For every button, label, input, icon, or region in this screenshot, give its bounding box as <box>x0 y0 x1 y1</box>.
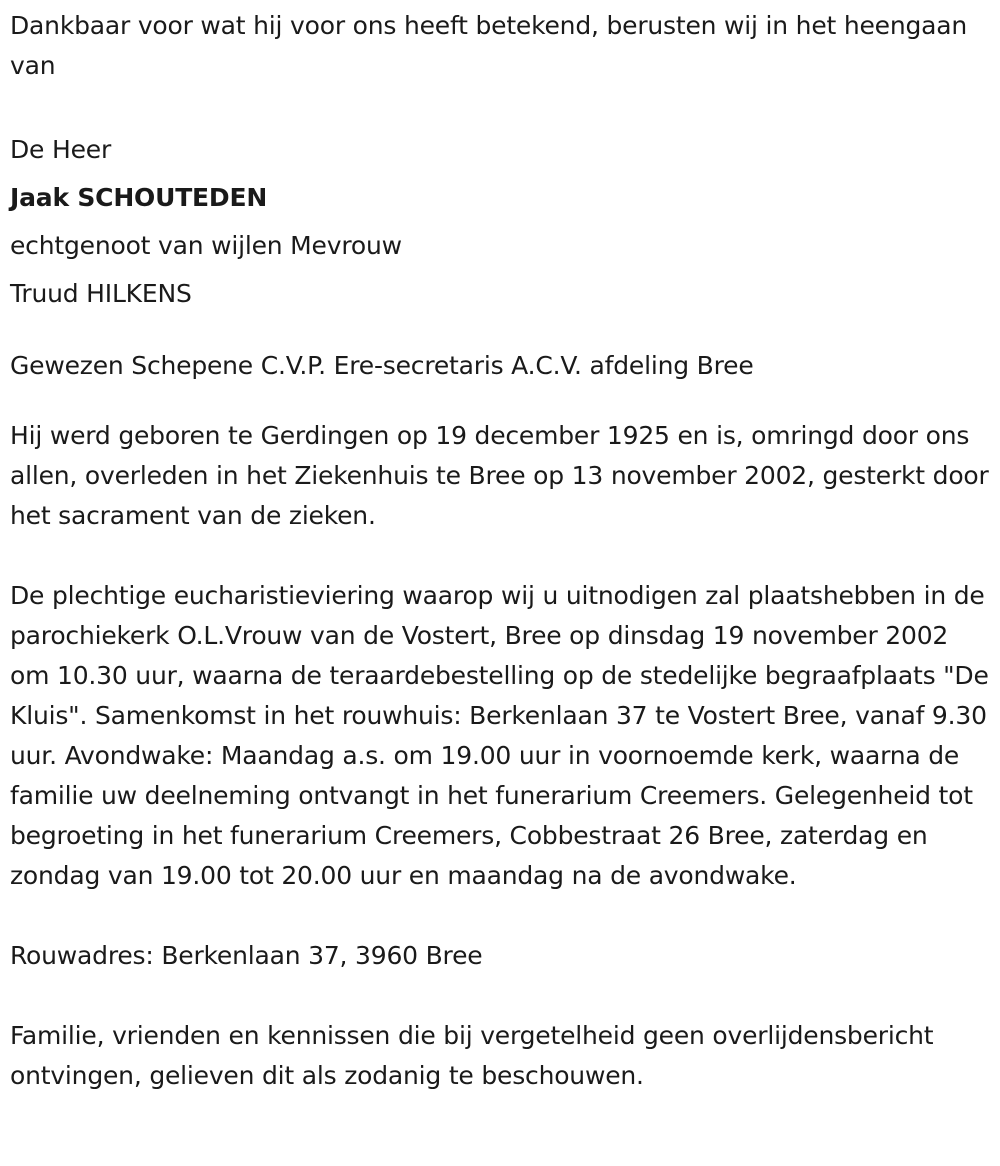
ceremony-text: De plechtige eucharistieviering waarop wij u uitnodigen zal plaatshebben in de parochiekerk O.L.Vrouw van de Vostert, Bree op dinsdag 19 november 2002 om 10.30 uur, waarna de teraardebestelling op de stedelijke begraafplaats "De Kluis". Samenkomst in het rouwhuis: Berkenlaan 37 te Vostert Bree, vanaf 9.30 uur. Avondwake: Maandag a.s. om 19.00 uur in voornoemde kerk, waarna de familie uw deelneming ontvangt in het funerarium Creemers. Gelegenheid tot begroeting in het funerarium Creemers, Cobbestraat 26 Bree, zaterdag en zondag van 19.00 tot 20.00 uur en maandag na de avondwake. <box>10 581 989 890</box>
intro-text: Dankbaar voor wat hij voor ons heeft betekend, berusten wij in het heengaan van <box>10 11 968 80</box>
spacer <box>10 86 990 126</box>
closing-text: Familie, vrienden en kennissen die bij vergetelheid geen overlijdensbericht ontvingen, gelieven dit als zodanig te beschouwen. <box>10 1021 934 1090</box>
title-prefix: De Heer <box>10 135 112 164</box>
birth-death-text: Hij werd geboren te Gerdingen op 19 december 1925 en is, omringd door ons allen, overleden in het Ziekenhuis te Bree op 13 november 2002, gesterkt door het sacrament van de zieken. <box>10 421 989 530</box>
spacer <box>10 318 990 342</box>
spacer <box>10 536 990 576</box>
spacer <box>10 976 990 1016</box>
spacer <box>10 390 990 416</box>
spouse-name: Truud HILKENS <box>10 279 192 308</box>
functions-text: Gewezen Schepene C.V.P. Ere-secretaris A.C.V. afdeling Bree <box>10 351 754 380</box>
deceased-name: Jaak SCHOUTEDEN <box>10 183 268 212</box>
spouse-line: echtgenoot van wijlen Mevrouw <box>10 231 402 260</box>
address-text: Rouwadres: Berkenlaan 37, 3960 Bree <box>10 941 483 970</box>
spacer <box>10 896 990 936</box>
